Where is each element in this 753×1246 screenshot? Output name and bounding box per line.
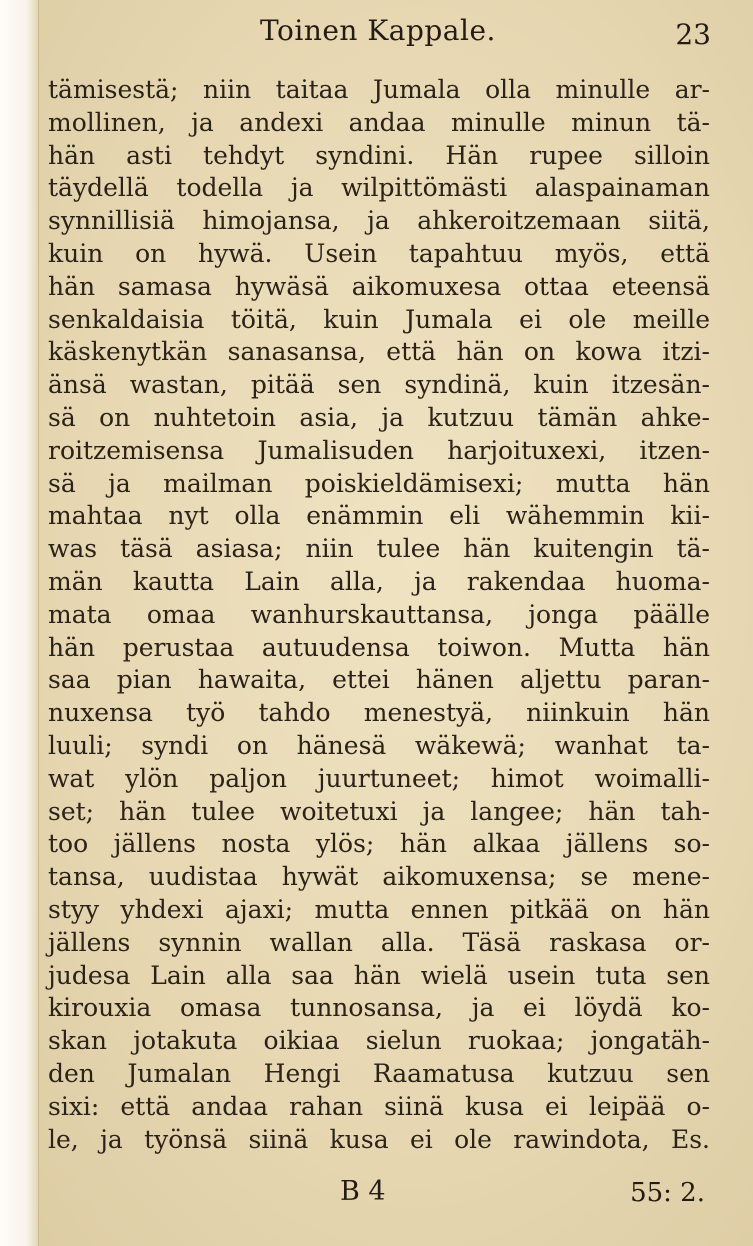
text-line: mahtaa nyt olla enämmin eli wähemmin kii- — [48, 501, 710, 531]
text-line: sä on nuhtetoin asia, ja kutzuu tämän ahke- — [48, 402, 710, 432]
text-line: hän asti tehdyt syndini. Hän rupee silloin — [48, 140, 710, 170]
text-line: sixi: että andaa rahan siinä kusa ei leipää o- — [48, 1091, 710, 1121]
text-line: synnillisiä himojansa, ja ahkeroitzemaan siitä, — [48, 206, 710, 236]
page-footer — [0, 1176, 753, 1220]
text-line: tämisestä; niin taitaa Jumala olla minulle ar- — [48, 75, 710, 104]
text-line: set; hän tulee woitetuxi ja langee; hän tah- — [48, 796, 710, 826]
text-line: le, ja työnsä siinä kusa ei ole rawindota, Es. — [48, 1124, 710, 1154]
text-line: tansa, uudistaa hywät aikomuxensa; se mene- — [48, 862, 710, 892]
text-line: judesa Lain alla saa hän wielä usein tuta sen — [48, 960, 710, 990]
text-line: täydellä todella ja wilpittömästi alaspainaman — [48, 173, 710, 203]
text-line: senkaldaisia töitä, kuin Jumala ei ole meille — [48, 304, 710, 334]
running-head — [0, 10, 753, 54]
text-line: kirouxia omasa tunnosansa, ja ei löydä ko- — [48, 993, 710, 1023]
text-line: käskenytkän sanasansa, että hän on kowa itzi- — [48, 337, 710, 367]
text-line: styy yhdexi ajaxi; mutta ennen pitkää on hän — [48, 894, 710, 924]
binding-edge — [0, 0, 39, 1246]
text-line: kuin on hywä. Usein tapahtuu myös, että — [48, 238, 710, 268]
text-line: sä ja mailman poiskieldämisexi; mutta hän — [48, 468, 710, 498]
text-line: saa pian hawaita, ettei hänen aljettu paran- — [48, 665, 710, 695]
body-text — [48, 74, 710, 1156]
text-line: was täsä asiasa; niin tulee hän kuitengin tä- — [48, 534, 710, 564]
chapter-heading: Toinen Kappale. — [260, 14, 496, 47]
text-line: too jällens nosta ylös; hän alkaa jällens so- — [48, 829, 710, 859]
text-line: mollinen, ja andexi andaa minulle minun tä- — [48, 107, 710, 137]
text-line: mata omaa wanhurskauttansa, jonga päälle — [48, 599, 710, 629]
text-line: luuli; syndi on hänesä wäkewä; wanhat ta- — [48, 730, 710, 760]
page-number: 23 — [675, 18, 711, 51]
text-line: nuxensa työ tahdo menestyä, niinkuin hän — [48, 698, 710, 728]
text-line: den Jumalan Hengi Raamatusa kutzuu sen — [48, 1058, 710, 1088]
text-line: jällens synnin wallan alla. Täsä raskasa or- — [48, 927, 710, 957]
text-line: wat ylön paljon juurtuneet; himot woimalli- — [48, 763, 710, 793]
text-line: hän perustaa autuudensa toiwon. Mutta hän — [48, 632, 710, 662]
text-line: hän samasa hywäsä aikomuxesa ottaa eteensä — [48, 271, 710, 301]
text-line: skan jotakuta oikiaa sielun ruokaa; jongatäh- — [48, 1026, 710, 1056]
text-line: änsä wastan, pitää sen syndinä, kuin itzesän- — [48, 370, 710, 400]
catchword: 55: 2. — [630, 1178, 705, 1208]
text-line: roitzemisensa Jumalisuden harjoituxexi, itzen- — [48, 435, 710, 465]
text-line: män kautta Lain alla, ja rakendaa huoma- — [48, 566, 710, 596]
signature-mark: B 4 — [340, 1176, 386, 1207]
